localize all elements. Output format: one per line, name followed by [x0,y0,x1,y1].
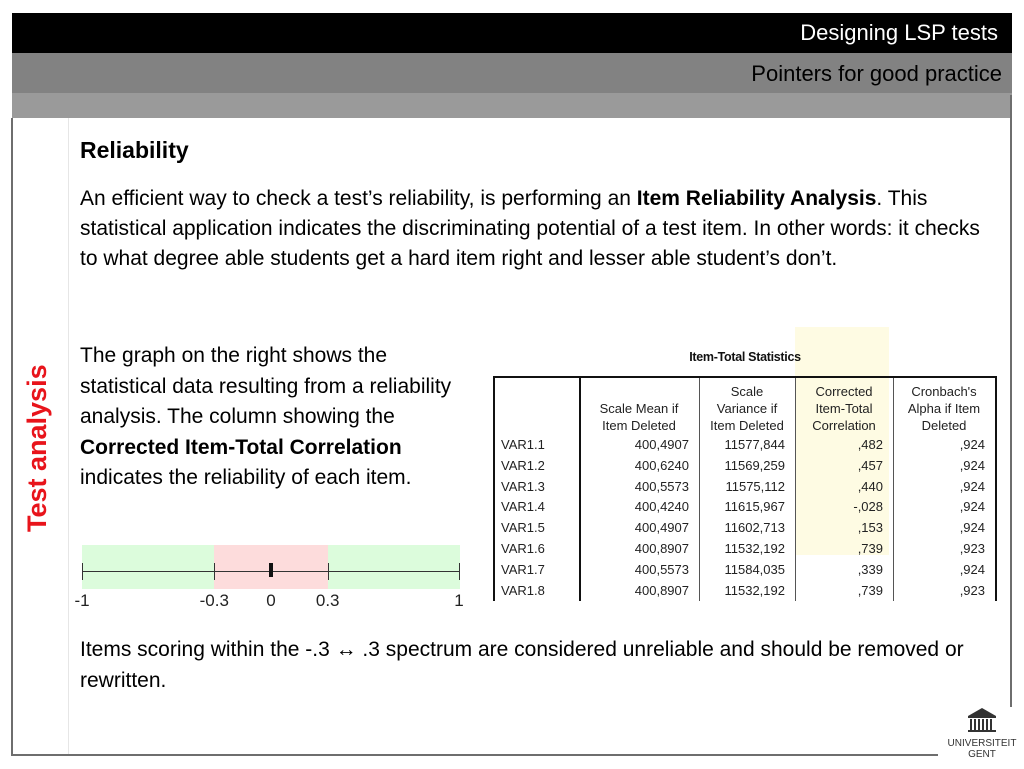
intro-text: An efficient way to check a test’s reliability, is performing an [80,187,637,210]
conclusion-paragraph: Items scoring within the -.3 ↔ .3 spectrum are considered unreliable and should be removed or rewritten. [80,638,964,692]
scale-tick-label: 0 [266,591,276,610]
table-header-line: Item Deleted [710,418,784,433]
table-row-label: VAR1.8 [501,582,545,598]
table-row [495,456,995,476]
table-cell: ,924 [959,437,985,452]
scale-tick [328,563,329,580]
table-row [495,539,995,559]
table-header-line: Variance if [716,401,778,416]
table-cell: 11532,192 [724,541,785,556]
frame-bottom-border [11,754,938,756]
table-header-line: Cronbach's [911,384,977,399]
scale-tick [459,563,460,580]
table-cell: ,924 [959,478,985,494]
graph-text-end: indicates the reliability of each item. [80,466,412,489]
table-header-line: Correlation [812,418,876,433]
header-band [12,93,1012,118]
sidebar-divider [68,118,69,754]
table-cell: ,924 [959,520,985,536]
scale-tick-label: -1 [74,591,90,610]
table-cell: ,923 [959,541,985,556]
table-cell: 400,5573 [634,478,689,494]
table-cell: ,339 [857,561,883,577]
table-row [495,497,995,517]
frame-right-border [1010,95,1012,707]
graph-text: The graph on the right shows the statistical data resulting from a reliability analysis. The column showing the [80,344,452,428]
table-row-label: VAR1.7 [501,561,545,577]
table-row [495,581,995,601]
table-cell: 400,6240 [634,457,689,473]
scale-tick-label: -0.3 [199,591,229,610]
table-column-header [699,383,795,434]
table-cell: 400,4240 [634,499,689,515]
table-cell: 11584,035 [724,561,785,577]
graph-bold-term: Corrected Item-Total Correlation [80,435,402,459]
table-cell: ,457 [857,457,883,473]
table-cell: 11532,192 [724,582,785,598]
scale-tick-label: 0.3 [315,591,340,610]
intro-text-end: . This statistical application indicates the discriminating potential of a test item. In other words: it checks to what degree able students get a hard item right and lesser able student’s don’t. [80,187,980,270]
table-header-line: Deleted [921,418,967,433]
intro-bold-term: Item Reliability Analysis [636,187,877,210]
scale-zone-reliable-positive [328,545,460,589]
table-row-label: VAR1.5 [501,520,545,536]
table-cell: 400,8907 [634,541,689,556]
logo-line2: GENT [968,749,996,760]
table-cell: 400,8907 [634,582,689,598]
scale-zone-reliable-negative [82,545,214,589]
table-cell: 11569,259 [724,457,785,473]
table-header-line: Scale [730,384,764,399]
table-header-line: Scale Mean if [599,401,679,416]
table-row-label: VAR1.6 [501,541,545,556]
item-total-statistics-table [493,376,997,601]
header-subtitle: Pointers for good practice [751,61,1002,86]
table-row [495,435,995,455]
scale-tick-label: 1 [454,591,464,610]
table-cell: 400,4907 [634,520,689,536]
table-cell: ,923 [959,582,985,598]
table-header-line: Item-Total [815,401,873,416]
table-cell: ,739 [857,541,883,556]
building-icon [944,704,1020,764]
header-title-bar [12,13,1012,53]
table-column-header [893,383,995,434]
table-cell: 400,5573 [634,561,689,577]
scale-tick [269,563,273,577]
header-subtitle-bar [12,53,1012,93]
table-cell: ,924 [959,561,985,577]
table-cell: 11575,112 [725,478,785,494]
table-cell: 11577,844 [724,437,785,452]
table-cell: ,482 [857,437,883,452]
table-row-label: VAR1.1 [501,437,545,452]
intro-paragraph [80,184,980,274]
table-row-label: VAR1.2 [501,457,545,473]
table-cell: ,739 [857,582,883,598]
logo-line1: UNIVERSITEIT [947,738,1017,749]
table-cell: 11602,713 [724,520,785,536]
reliability-scale [74,545,464,615]
table-cell: 400,4907 [634,437,689,452]
table-row-label: VAR1.4 [501,499,545,515]
graph-paragraph [80,341,470,494]
table-cell: -,028 [853,499,883,515]
table-cell: ,924 [959,499,985,515]
university-logo [944,704,1020,764]
section-label: Test analysis [22,364,52,532]
header-title: Designing LSP tests [800,20,998,45]
table-cell: ,924 [959,457,985,473]
frame-left-border [11,118,13,755]
table-cell: 11615,967 [724,499,785,515]
table-title: Item-Total Statistics [689,350,801,364]
table-row [495,560,995,580]
table-row-label: VAR1.3 [501,478,545,494]
table-header-line: Corrected [815,384,873,399]
slide-heading: Reliability [80,137,189,163]
table-cell: ,153 [857,520,883,536]
scale-tick [82,563,83,580]
table-row [495,477,995,497]
table-cell: ,440 [857,478,883,494]
table-row [495,518,995,538]
table-column-header [795,383,893,434]
table-header-line: Item Deleted [602,418,676,433]
table-header-line: Alpha if Item [907,401,981,416]
scale-tick [214,563,215,580]
table-column-header [579,400,699,434]
